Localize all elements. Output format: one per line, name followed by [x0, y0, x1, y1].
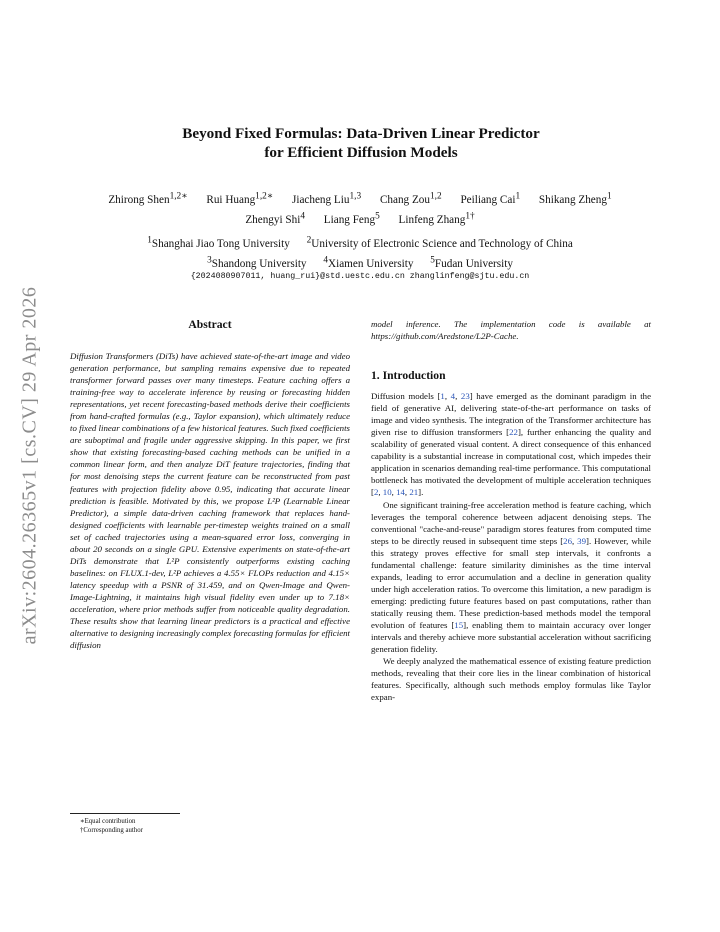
affiliation-row-2: [60, 252, 660, 272]
citation-link[interactable]: 14: [396, 487, 405, 498]
arxiv-id-text: arXiv:2604.26365v1 [cs.CV] 29 Apr 2026: [18, 286, 41, 644]
citation-link[interactable]: 22: [509, 427, 518, 438]
citation-link[interactable]: 15: [454, 619, 464, 630]
author: Linfeng Zhang$^{1\dagger}$: [398, 211, 475, 227]
citation-link[interactable]: 4: [450, 391, 456, 402]
author: Zhirong Shen$^{1,2∗}$: [108, 191, 188, 206]
citation-link[interactable]: 26: [563, 535, 572, 546]
paper-title: [70, 124, 652, 162]
intro-paragraph-3: We deeply analyzed the mathematical essence of existing feature prediction methods, revealing that their core lies in the linear combination of historical features. Specifically, although such methods employ formulas like Taylor expan-: [371, 656, 651, 703]
citation-link[interactable]: 10: [382, 487, 392, 498]
citation-link[interactable]: 21: [409, 487, 419, 498]
footnote-corresponding-author: †Corresponding author: [80, 827, 143, 834]
author: Chang Zou$^{1,2}$: [379, 191, 442, 206]
citation-link[interactable]: 23: [460, 391, 470, 402]
author: Jiacheng Liu$^{1,3}$: [291, 191, 362, 206]
abstract-heading: Abstract: [188, 318, 232, 331]
author: Shikang Zheng$^1$: [538, 191, 612, 206]
abstract-continuation: model inference. The implementation code is available at https://github.com/Aredstone/L2P-Cache.: [371, 319, 651, 342]
arxiv-identifier-stamp: [10, 250, 50, 680]
affiliation: $^1$Shanghai Jiao Tong University: [147, 235, 290, 250]
author-list: [60, 188, 660, 229]
intro-paragraph-2: One significant training-free acceleration method is feature caching, which leverages the temporal coherence between adjacent denoising steps. The conventional "cache-and-reuse" paradigm stores features from computed time steps to be directly reused in subsequent time steps [26, 39]. However, while this strategy proves effective for small step intervals, it confronts a fundamental challenge: feature similarity diminishes as the time interval expands, leading to error accumulation and a decline in generation quality under high acceleration ratios. To overcome this limitation, a new paradigm is emerging: predicting future features based on past computations, rather than statically reusing them. These prediction-based methods model the temporal evolution of features [15], enabling them to maintain accuracy over longer intervals and thereby achieve more substantial acceleration without sacrificing generation fidelity.: [371, 499, 652, 655]
left-column: [70, 318, 350, 651]
author: Rui Huang$^{1,2∗}$: [206, 191, 274, 206]
author-emails: {2024080907011, huang_rui}@std.uestc.edu.cn zhanglinfeng@sjtu.edu.cn: [190, 272, 530, 281]
right-column: [371, 318, 651, 703]
affiliation: $^4$Xiamen University: [323, 255, 414, 270]
section-heading-introduction: 1. Introduction: [371, 369, 446, 383]
abstract-text: Diffusion Transformers (DiTs) have achieved state-of-the-art image and video generation performance, but sampling remains expensive due to repeated transformer forward passes over many timesteps. Feature caching offers a training-free way to accelerate inference by reusing or forecasting hidden representations, yet recent forecasting-based methods derive their coefficients from hand-crafted formulas (e.g., Taylor expansion), which ultimately reduce to fixed linear combinations of a few historical features. Such fixed coefficients are suboptimal and fragile under aggressive skipping. In this paper, we first show that existing forecasting-based caching methods can be unified in a common linear form, and then analyze DiT feature trajectories, finding that for most denoising steps the current feature can be reconstructed from past features with projection fidelity above 0.95, indicating that accurate linear prediction is feasible. Motivated by this, we propose L²P (Learnable Linear Predictor), a simple data-driven caching framework that replaces hand-designed coefficients with learnable per-timestep weights trained on a small set of cached trajectories using a mean-squared error loss, converging in about 20 seconds on a single GPU. Extensive experiments on state-of-the-art DiTs demonstrate that L²P consistently outperforms existing caching baselines: on FLUX.1-dev, L²P achieves a 4.55× FLOPs reduction and 4.15× latency speedup with a PSNR of 31.459, and on Qwen-Image and Qwen-Image-Lightning, it maintains high visual fidelity even under up to 7.18× acceleration, where prior methods suffer from noticeable quality degradation. These results show that learning linear predictors is a practical and effective alternative to designing increasingly complex forecasting formulas for efficient diffusion: [70, 351, 350, 651]
affiliation: $^3$Shandong University: [207, 255, 307, 270]
title-line-1: Beyond Fixed Formulas: Data-Driven Linear Predictor: [182, 125, 540, 142]
affiliation-row-1: [60, 232, 660, 252]
footnote-equal-contribution: ∗Equal contribution: [80, 818, 136, 825]
affiliation: $^5$Fudan University: [430, 255, 513, 270]
affiliation-list: [60, 232, 660, 272]
author-row-1: [60, 188, 660, 209]
title-line-2: for Efficient Diffusion Models: [264, 144, 458, 161]
citation-link[interactable]: 1: [440, 391, 445, 402]
author: Zhengyi Shi$^4$: [245, 211, 305, 227]
footnote-divider: [70, 813, 180, 814]
affiliation: $^2$University of Electronic Science and Technology of China: [306, 235, 573, 250]
author: Liang Feng$^5$: [323, 211, 380, 227]
intro-paragraph-1: Diffusion models [1, 4, 23] have emerged as the dominant paradigm in the field of generative AI, delivering state-of-the-art performance on tasks of image and video synthesis. The integration of the Transformer architecture has given rise to diffusion transformers [22], further enhancing the quality and scalability of generated visual content. A direct consequence of this enhanced capability is a substantial increase in computational cost, which impedes their application in scenarios demanding real-time performance. This computational bottleneck has motivated the development of multiple acceleration techniques [2, 10, 14, 21].: [371, 391, 652, 498]
author: Peiliang Cai$^1$: [460, 191, 521, 206]
citation-link[interactable]: 2: [373, 487, 379, 498]
author-row-2: [60, 209, 660, 230]
footnotes: [70, 813, 350, 835]
citation-link[interactable]: 39: [577, 535, 587, 546]
